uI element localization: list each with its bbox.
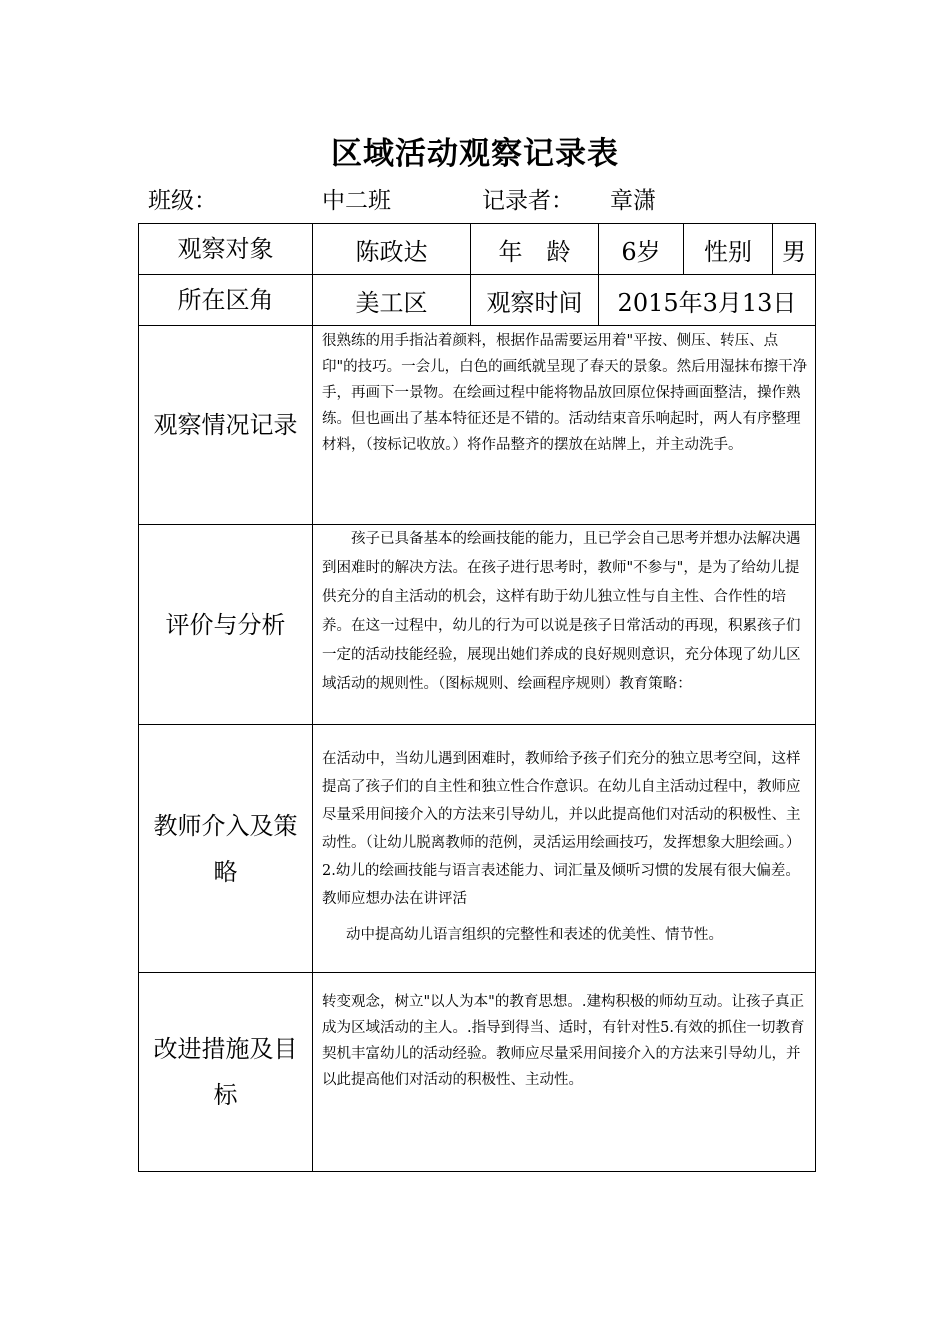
- class-value: 中二班: [322, 188, 391, 214]
- recorder-value: 章潇: [610, 188, 656, 214]
- table-row: [139, 973, 816, 1172]
- gender-label: 性别: [684, 224, 773, 275]
- table-row: [139, 326, 816, 525]
- analysis-text: 孩子已具备基本的绘画技能的能力，且已学会自己思考并想办法解决遇到困难时的解决方法。在孩子进行思考时，教师"不参与"，是为了给幼儿提供充分的自主活动的机会，这样有助于幼儿独立性与自主性、合作性的培养。在这一过程中，幼儿的行为可以说是孩子日常活动的再现，积累孩子们一定的活动技能经验，展现出她们养成的良好规则意识，充分体现了幼儿区域活动的规则性。（图标规则、绘画程序规则）教育策略：: [313, 525, 816, 725]
- table-row: [139, 275, 816, 326]
- improve-text: 转变观念，树立"以人为本"的教育思想。.建构积极的师幼互动。让孩子真正成为区域活动的主人。.指导到得当、适时，有针对性5.有效的抓住一切教育契机丰富幼儿的活动经验。教师应尽量采用间接介入的方法来引导幼儿，并以此提高他们对活动的积极性、主动性。: [313, 973, 816, 1172]
- table-row: [139, 725, 816, 973]
- strategy-text: 在活动中，当幼儿遇到困难时，教师给予孩子们充分的独立思考空间，这样提高了孩子们的自主性和独立性合作意识。在幼儿自主活动过程中，教师应尽量采用间接介入的方法来引导幼儿，并以此提高他们对活动的积极性、主动性。（让幼儿脱离教师的范例，灵活运用绘画技巧，发挥想象大胆绘画。）2.幼儿的绘画技能与语言表述能力、词汇量及倾听习惯的发展有很大偏差。教师应想办法在讲评活: [322, 751, 801, 907]
- subject-label: 观察对象: [139, 224, 313, 275]
- observation-table: [138, 223, 816, 1172]
- age-label: 年 龄: [471, 224, 599, 275]
- page-title: 区域活动观察记录表: [331, 136, 619, 172]
- analysis-label: 评价与分析: [139, 525, 313, 725]
- time-value: 2015年3月13日: [599, 275, 816, 326]
- strategy-label: 教师介入及策略: [139, 725, 313, 973]
- area-value: 美工区: [313, 275, 471, 326]
- subject-value: 陈政达: [313, 224, 471, 275]
- time-label: 观察时间: [471, 275, 599, 326]
- table-row: [139, 224, 816, 275]
- class-label: 班级：: [148, 188, 217, 214]
- age-value: 6岁: [599, 224, 684, 275]
- strategy-text-continued: 动中提高幼儿语言组织的完整性和表述的优美性、情节性。: [346, 927, 723, 943]
- record-text: 很熟练的用手指沾着颜料，根据作品需要运用着"平按、侧压、转压、点印"的技巧。一会儿，白色的画纸就呈现了春天的景象。然后用湿抹布擦干净手，再画下一景物。在绘画过程中能将物品放回原位保持画面整洁，操作熟练。但也画出了基本特征还是不错的。活动结束音乐响起时，两人有序整理材料，（按标记收放。）将作品整齐的摆放在站牌上，并主动洗手。: [313, 326, 816, 525]
- improve-label: 改进措施及目标: [139, 973, 313, 1172]
- recorder-label: 记录者：: [482, 188, 574, 214]
- area-label: 所在区角: [139, 275, 313, 326]
- record-label: 观察情况记录: [139, 326, 313, 525]
- gender-value: 男: [773, 224, 816, 275]
- table-row: [139, 525, 816, 725]
- strategy-cell: [313, 725, 816, 973]
